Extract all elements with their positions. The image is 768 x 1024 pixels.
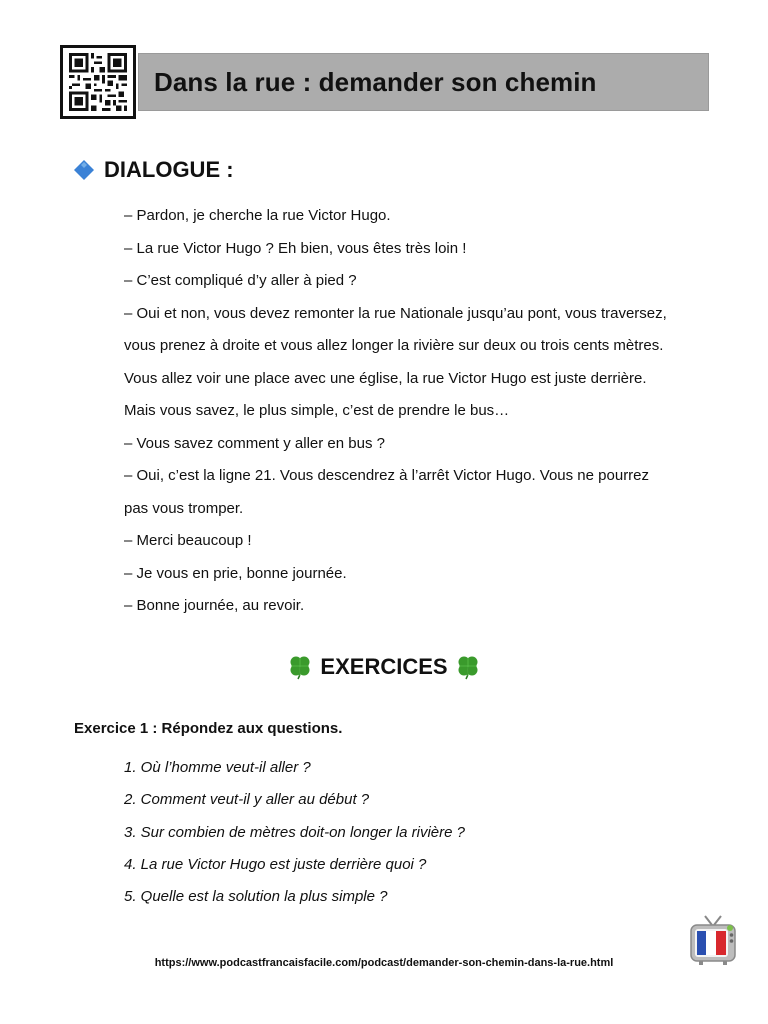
dialogue-line: – Oui et non, vous devez remonter la rue Nationale jusqu’au pont, vous traversez, (124, 304, 667, 322)
question-item: 1. Où l’homme veut-il aller ? (124, 759, 311, 776)
dialogue-line: – Pardon, je cherche la rue Victor Hugo. (124, 207, 391, 224)
dialogue-heading-label: DIALOGUE : (104, 157, 234, 182)
question-item: 2. Comment veut-il y aller au début ? (124, 791, 370, 809)
exercise-1-title: Exercice 1 : Répondez aux questions. (74, 720, 343, 737)
exercise-1-questions (124, 752, 465, 913)
dialogue-line: – Je vous en prie, bonne journée. (124, 564, 347, 582)
four-leaf-clover-icon (287, 654, 313, 680)
blue-diamond-icon (74, 160, 94, 180)
exercices-heading (0, 654, 768, 680)
dialogue-line: Mais vous savez, le plus simple, c’est de prendre le bus… (124, 402, 510, 419)
dialogue-line: vous prenez à droite et vous allez longer la rivière sur deux ou trois cents mètres. (124, 337, 664, 354)
dialogue-line: – C’est compliqué d’y aller à pied ? (124, 272, 357, 289)
dialogue-text (124, 200, 714, 623)
dialogue-heading (74, 157, 234, 183)
dialogue-line: Vous allez voir une place avec une église, la rue Victor Hugo est juste derrière. (124, 369, 647, 387)
dialogue-line: – Oui, c’est la ligne 21. Vous descendrez à l’arrêt Victor Hugo. Vous ne pourrez (124, 467, 650, 484)
question-item: 5. Quelle est la solution la plus simple ? (124, 888, 388, 906)
question-item: 3. Sur combien de mètres doit-on longer la rivière ? (124, 823, 466, 841)
title-bar (138, 53, 709, 111)
dialogue-line: – Bonne journée, au revoir. (124, 597, 305, 614)
dialogue-line: – Merci beaucoup ! (124, 532, 252, 549)
dialogue-line: – Vous savez comment y aller en bus ? (124, 434, 385, 452)
dialogue-line: – La rue Victor Hugo ? Eh bien, vous êtes très loin ! (124, 239, 467, 257)
exercices-heading-label: EXERCICES (320, 654, 448, 679)
page-title: Dans la rue : demander son chemin (154, 66, 597, 97)
four-leaf-clover-icon (455, 654, 481, 680)
dialogue-line: pas vous tromper. (124, 499, 244, 517)
question-item: 4. La rue Victor Hugo est juste derrière quoi ? (124, 855, 427, 873)
footer-url[interactable]: https://www.podcastfrancaisfacile.com/podcast/demander-son-chemin-dans-la-rue.html (154, 957, 614, 969)
qr-code-icon (60, 45, 136, 119)
